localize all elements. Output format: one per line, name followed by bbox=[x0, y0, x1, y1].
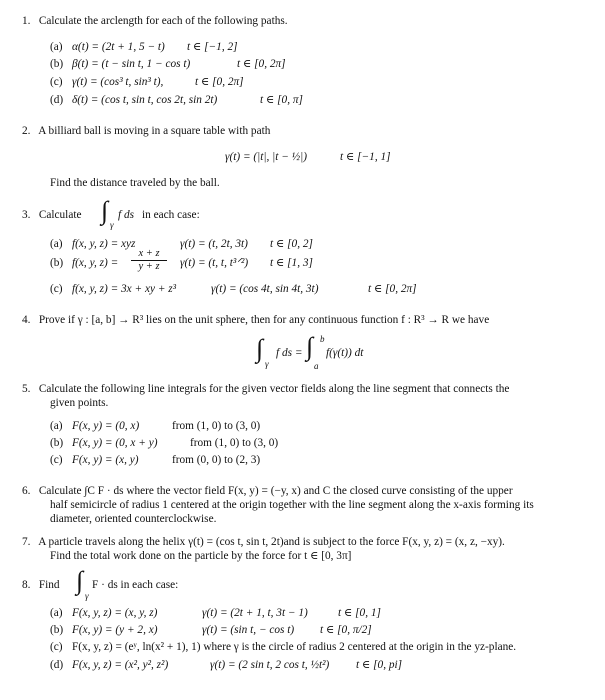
problem-number: 6. bbox=[22, 485, 31, 497]
problem-number: 2. bbox=[22, 125, 31, 137]
problem-5a-segment: from (1, 0) to (3, 0) bbox=[172, 420, 261, 432]
problem-4-statement bbox=[22, 313, 489, 327]
fraction-numerator: x + z bbox=[131, 248, 167, 261]
integral-subscript: γ bbox=[85, 591, 89, 601]
problem-text-cont: diameter, oriented counterclockwise. bbox=[50, 513, 217, 525]
problem-text-cont: Find the total work done on the particle by the force for t ∈ [0, 3π] bbox=[50, 550, 352, 562]
problem-1a bbox=[50, 40, 63, 54]
integral-sign-icon: ∫ bbox=[76, 566, 84, 595]
problem-5b-segment: from (1, 0) to (3, 0) bbox=[190, 437, 279, 449]
problem-1-statement bbox=[22, 14, 288, 28]
integral-lhs: f ds = bbox=[276, 347, 303, 359]
problem-text: A billiard ball is moving in a square table with path bbox=[38, 125, 271, 137]
problem-6-statement bbox=[22, 484, 513, 498]
problem-1c-expr: γ(t) = (cos³ t, sin³ t), bbox=[72, 76, 164, 88]
integral-sign-icon: ∫ bbox=[306, 332, 314, 361]
integral-lower-limit: a bbox=[314, 361, 319, 371]
problem-5c-label: (c) bbox=[50, 454, 63, 466]
problem-number: 4. bbox=[22, 314, 31, 326]
problem-5c-segment: from (0, 0) to (2, 3) bbox=[172, 454, 261, 466]
part-label: (c) bbox=[50, 76, 63, 88]
integral-subscript: γ bbox=[110, 220, 114, 230]
problem-5c-field: F(x, y) = (x, y) bbox=[72, 454, 139, 466]
problem-8a-domain: t ∈ [0, 1] bbox=[338, 607, 381, 619]
problem-text: Calculate bbox=[38, 209, 82, 221]
problem-5a-field: F(x, y) = (0, x) bbox=[72, 420, 140, 432]
problem-8c-label: (c) bbox=[50, 641, 63, 653]
problem-3c-domain: t ∈ [0, 2π] bbox=[368, 283, 417, 295]
problem-text: Find bbox=[38, 579, 60, 591]
integrand: f ds bbox=[118, 209, 135, 221]
problem-7-statement bbox=[22, 535, 505, 549]
problem-8b-path: γ(t) = (sin t, − cos t) bbox=[202, 624, 295, 636]
problem-8a-path: γ(t) = (2t + 1, t, 3t − 1) bbox=[202, 607, 308, 619]
problem-3a-domain: t ∈ [0, 2] bbox=[270, 238, 313, 250]
problem-text-cont: in each case: bbox=[142, 209, 200, 221]
problem-1a-domain: t ∈ [−1, 2] bbox=[187, 41, 238, 53]
problem-3a-path: γ(t) = (t, 2t, 3t) bbox=[180, 238, 248, 250]
problem-3b-path: γ(t) = (t, t, t³ᐟ²) bbox=[180, 257, 249, 269]
problem-3b-f: f(x, y, z) = bbox=[72, 257, 119, 269]
problem-3c-label: (c) bbox=[50, 283, 63, 295]
problem-3a-label: (a) bbox=[50, 238, 63, 250]
problem-8d-path: γ(t) = (2 sin t, 2 cos t, ½t²) bbox=[210, 659, 330, 671]
problem-3c-f: f(x, y, z) = 3x + xy + z³ bbox=[72, 283, 177, 295]
fraction-denominator: y + z bbox=[138, 261, 160, 272]
problem-2-expr: γ(t) = (|t|, |t − ½|) bbox=[225, 151, 308, 163]
problem-1b bbox=[50, 57, 63, 71]
part-label: (a) bbox=[50, 41, 63, 53]
problem-5b-field: F(x, y) = (0, x + y) bbox=[72, 437, 158, 449]
problem-number: 1. bbox=[22, 15, 31, 27]
problem-2-question: Find the distance traveled by the ball. bbox=[50, 177, 220, 189]
problem-8-statement bbox=[22, 578, 60, 592]
problem-8a-label: (a) bbox=[50, 607, 63, 619]
problem-1c bbox=[50, 75, 63, 89]
problem-1b-domain: t ∈ [0, 2π] bbox=[237, 58, 286, 70]
integral-upper-limit: b bbox=[320, 334, 325, 344]
integral-sign-icon: ∫ bbox=[256, 334, 264, 363]
integrand: F · ds in each case: bbox=[92, 579, 179, 591]
problem-5b-label: (b) bbox=[50, 437, 64, 449]
problem-1d-expr: δ(t) = (cos t, sin t, cos 2t, sin 2t) bbox=[72, 94, 218, 106]
integral-rhs: f(γ(t)) dt bbox=[326, 347, 364, 359]
problem-5-statement bbox=[22, 382, 509, 396]
problem-number: 5. bbox=[22, 383, 31, 395]
problem-8d-label: (d) bbox=[50, 659, 64, 671]
problem-8c-text: F(x, y, z) = (eʸ, ln(x² + 1), 1) where γ is the circle of radius 2 centered at the origin in the yz-plane. bbox=[72, 641, 517, 653]
problem-text: Calculate the following line integrals for the given vector fields along the line segment that connects the bbox=[38, 383, 510, 395]
problem-number: 7. bbox=[22, 536, 31, 548]
problem-text: Calculate ∫C F · ds where the vector field F(x, y) = (−y, x) and C the closed curve consisting of the upper bbox=[38, 485, 513, 497]
integral-sign-icon: ∫ bbox=[101, 196, 109, 225]
integral-subscript: γ bbox=[265, 359, 269, 369]
problem-8a-field: F(x, y, z) = (x, y, z) bbox=[72, 607, 158, 619]
problem-number: 3. bbox=[22, 209, 31, 221]
problem-1d bbox=[50, 93, 63, 107]
part-label: (b) bbox=[50, 58, 64, 70]
problem-8b-field: F(x, y) = (y + 2, x) bbox=[72, 624, 158, 636]
problem-8d-field: F(x, y, z) = (x², y², z²) bbox=[72, 659, 169, 671]
problem-1b-expr: β(t) = (t − sin t, 1 − cos t) bbox=[72, 58, 191, 70]
problem-number: 8. bbox=[22, 579, 31, 591]
problem-2-statement bbox=[22, 124, 270, 138]
problem-8b-label: (b) bbox=[50, 624, 64, 636]
problem-3b-label: (b) bbox=[50, 257, 64, 269]
problem-text: Calculate the arclength for each of the following paths. bbox=[38, 15, 288, 27]
problem-1a-expr: α(t) = (2t + 1, 5 − t) bbox=[72, 41, 165, 53]
part-label: (d) bbox=[50, 94, 64, 106]
problem-text-cont: half semicircle of radius 1 centered at the origin together with the line segment along the x-axis forming its bbox=[50, 499, 534, 511]
problem-text: Prove if γ : [a, b] → R³ lies on the unit sphere, then for any continuous function f : R³ → R we have bbox=[38, 314, 490, 326]
problem-text-cont: given points. bbox=[50, 397, 109, 409]
problem-1d-domain: t ∈ [0, π] bbox=[260, 94, 303, 106]
problem-8b-domain: t ∈ [0, π/2] bbox=[320, 624, 372, 636]
problem-text: A particle travels along the helix γ(t) = (cos t, sin t, 2t)and is subject to the force F(x, y, z) = (x, z, −xy). bbox=[38, 536, 505, 548]
problem-2-domain: t ∈ [−1, 1] bbox=[340, 151, 391, 163]
problem-5a-label: (a) bbox=[50, 420, 63, 432]
problem-3c-path: γ(t) = (cos 4t, sin 4t, 3t) bbox=[211, 283, 319, 295]
problem-3b-fraction bbox=[131, 248, 167, 273]
problem-8d-domain: t ∈ [0, pi] bbox=[356, 659, 403, 671]
problem-3b-domain: t ∈ [1, 3] bbox=[270, 257, 313, 269]
problem-3a-f: f(x, y, z) = xyz bbox=[72, 238, 136, 250]
problem-3-statement bbox=[22, 208, 81, 222]
problem-1c-domain: t ∈ [0, 2π] bbox=[195, 76, 244, 88]
